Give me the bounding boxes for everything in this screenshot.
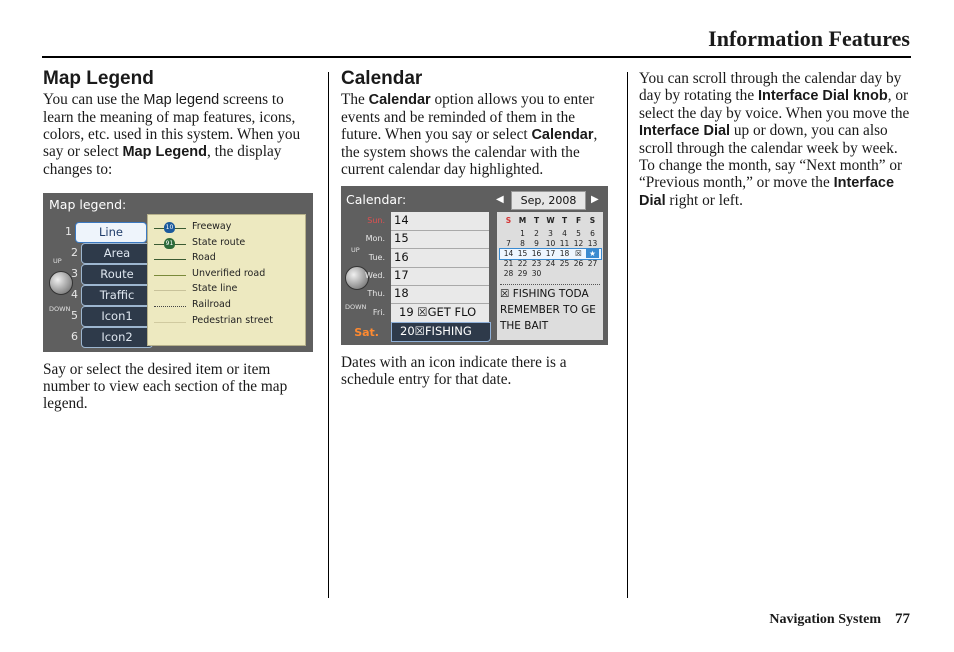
day-entry: 16 (394, 249, 409, 264)
calendar-date-cell[interactable]: 27 (587, 259, 598, 268)
day-row[interactable] (391, 212, 489, 231)
calendar-date-cell[interactable]: 22 (517, 259, 528, 268)
weekday-header: F (575, 216, 582, 225)
calendar-date-cell[interactable]: 21 (503, 259, 514, 268)
weekday-header: T (533, 216, 540, 225)
legend-item-number: 2 (71, 246, 78, 259)
text-run: Map Legend (122, 144, 208, 160)
page-footer (769, 611, 910, 628)
legend-item-number: 3 (71, 267, 78, 280)
screen-title: Map legend: (49, 197, 127, 212)
weekday-header: T (561, 216, 568, 225)
calendar-date-cell[interactable]: 3 (548, 229, 553, 238)
text-run: Calendar (531, 127, 594, 143)
calendar-date-cell[interactable]: 4 (562, 229, 567, 238)
weekday-label: Thu. (367, 289, 385, 299)
schedule-note-line: ☒ FISHING TODA (500, 288, 589, 300)
down-label: DOWN (49, 305, 71, 313)
day-entry: 15 (394, 231, 409, 246)
day-entry: 17 (394, 267, 409, 282)
legend-item-number: 4 (71, 288, 78, 301)
legend-row (148, 237, 305, 251)
column-divider (328, 72, 329, 598)
weekday-label: Wed. (365, 270, 385, 280)
dotted-line-icon (154, 306, 186, 307)
day-row[interactable] (391, 322, 491, 342)
legend-label: Freeway (192, 221, 232, 232)
weekday-header: S (589, 216, 596, 225)
next-month-arrow-icon[interactable]: ▶ (591, 194, 599, 205)
calendar-date-cell[interactable]: 30 (531, 269, 542, 278)
calendar-date-cell[interactable]: 13 (587, 239, 598, 248)
calendar-date-cell[interactable]: 2 (534, 229, 539, 238)
interface-dial-knob[interactable] (49, 271, 73, 295)
calendar-heading: Calendar (341, 68, 423, 89)
text-run: screens to learn the meaning of map features, icons, colors, etc. used in this system. When you say or select (43, 91, 301, 160)
calendar-date-cell[interactable]: ★ (586, 249, 599, 258)
down-label: DOWN (345, 303, 367, 311)
legend-row (148, 221, 305, 235)
legend-row (148, 299, 305, 313)
day-row[interactable] (391, 230, 489, 249)
day-row[interactable] (391, 249, 489, 268)
column-divider (627, 72, 628, 598)
legend-button-area[interactable]: Area (81, 243, 153, 264)
day-row[interactable] (391, 285, 489, 304)
legend-label: State line (192, 283, 238, 295)
legend-item-number: 1 (65, 225, 72, 238)
legend-button-route[interactable]: Route (81, 264, 153, 285)
legend-row (148, 252, 305, 266)
text-run: Interface Dial knob (757, 88, 888, 104)
page-number: 77 (895, 611, 910, 627)
weekday-label: Mon. (365, 234, 385, 244)
month-grid (497, 212, 603, 340)
previous-month-arrow-icon[interactable]: ◀ (496, 194, 504, 205)
legend-item-number: 6 (71, 330, 78, 343)
thin-line-icon (154, 275, 186, 276)
legend-row (148, 268, 305, 282)
map-legend-section (43, 68, 318, 412)
footer-section: Navigation System (769, 612, 881, 627)
calendar-navigation-section (639, 70, 911, 210)
calendar-date-cell[interactable]: 17 (545, 249, 556, 258)
weekday-label: Sun. (367, 216, 385, 225)
text-run: option allows you to enter events and be reminded of them in the future. When you say or select (341, 91, 595, 143)
legend-button-icon2[interactable]: Icon2 (81, 327, 153, 348)
calendar-date-cell[interactable]: 29 (517, 269, 528, 278)
calendar-date-cell[interactable]: 7 (506, 239, 511, 248)
day-entry: 14 (394, 213, 409, 227)
text-run: Map legend (143, 92, 220, 108)
legend-label: State route (192, 236, 246, 248)
legend-label: Road (192, 252, 216, 264)
calendar-date-cell[interactable]: 9 (534, 239, 539, 248)
screen-title: Calendar: (346, 192, 407, 207)
legend-label: Railroad (192, 299, 231, 310)
day-row[interactable] (391, 304, 489, 323)
legend-label: Unverified road (192, 267, 266, 279)
day-entry: 19 ☒GET FLO (399, 304, 477, 319)
interstate-shield-icon: 10 (165, 224, 174, 231)
weekday-header: M (518, 216, 527, 225)
text-run: , the system shows the calendar with the current calendar day highlighted. (341, 126, 598, 178)
text-run: Interface Dial (639, 175, 895, 209)
up-label: UP (351, 246, 360, 254)
day-entry: 20☒FISHING (400, 323, 472, 338)
calendar-date-cell[interactable]: 26 (573, 259, 584, 268)
page-title: Information Features (708, 26, 910, 51)
weekday-header: W (546, 216, 555, 225)
map-legend-screen (43, 193, 313, 352)
state-route-shield-icon: 91 (165, 239, 174, 247)
map-legend-intro (43, 91, 318, 178)
calendar-date-cell[interactable]: 1 (520, 229, 525, 238)
calendar-date-cell[interactable]: 14 (503, 249, 514, 258)
text-run: , the display changes to: (43, 143, 282, 178)
calendar-date-cell[interactable]: 12 (573, 239, 584, 248)
faint-line-icon (154, 322, 186, 323)
calendar-date-cell[interactable]: 23 (531, 259, 542, 268)
calendar-navigation-text (639, 70, 911, 210)
calendar-date-cell[interactable]: 11 (559, 239, 570, 248)
legend-button-icon1[interactable]: Icon1 (81, 306, 153, 327)
text-run: , or select the day by voice. When you move the (639, 87, 910, 122)
calendar-date-cell[interactable]: 10 (545, 239, 556, 248)
text-run: The (341, 91, 369, 108)
legend-button-line[interactable]: Line (75, 222, 147, 243)
weekday-label: Tue. (368, 252, 385, 262)
schedule-note-line: REMEMBER TO GE (500, 304, 596, 316)
map-legend-heading: Map Legend (43, 68, 154, 89)
calendar-date-cell[interactable]: 5 (576, 229, 581, 238)
calendar-intro (341, 91, 616, 178)
text-run: Interface Dial (639, 123, 731, 139)
calendar-date-cell[interactable]: ☒ (575, 249, 582, 258)
up-label: UP (53, 257, 62, 265)
calendar-date-cell[interactable]: 8 (520, 239, 525, 248)
calendar-date-cell[interactable]: 16 (531, 249, 542, 258)
calendar-date-cell[interactable]: 28 (503, 269, 514, 278)
legend-item-number: 5 (71, 309, 78, 322)
weekday-label: Fri. (372, 307, 385, 317)
faint-line-icon (154, 290, 186, 291)
schedule-note-line: THE BAIT (500, 320, 549, 332)
calendar-date-cell[interactable]: 15 (517, 249, 528, 258)
day-entry: 18 (394, 286, 409, 301)
calendar-date-cell[interactable]: 24 (545, 259, 556, 268)
grid-divider (500, 284, 600, 285)
calendar-date-cell[interactable]: 25 (559, 259, 570, 268)
day-list (391, 212, 489, 340)
calendar-after: Dates with an icon indicate there is a schedule entry for that date. (341, 354, 567, 388)
text-run: Calendar (368, 92, 431, 108)
calendar-date-cell[interactable]: 6 (590, 229, 595, 238)
title-rule (42, 56, 911, 58)
legend-row (148, 315, 305, 329)
text-run: You can use the (43, 91, 144, 108)
day-row[interactable] (391, 267, 489, 286)
month-display: Sep, 2008 (511, 191, 586, 210)
legend-row (148, 283, 305, 297)
text-run: up or down, you can also scroll through the calendar week by week. To change the month, say “Next month” or “Previous month,” or move the (639, 122, 903, 191)
solid-line-icon (154, 259, 186, 260)
calendar-section (341, 68, 616, 388)
weekday-header: S (505, 216, 512, 225)
weekday-label: Sat. (354, 325, 379, 339)
text-run: right or left. (665, 192, 743, 209)
legend-panel (147, 214, 306, 346)
map-legend-after: Say or select the desired item or item number to view each section of the map legend. (43, 361, 288, 412)
text-run: You can scroll through the calendar day by day by rotating the (639, 70, 902, 104)
legend-button-traffic[interactable]: Traffic (81, 285, 153, 306)
calendar-date-cell[interactable]: 18 (559, 249, 570, 258)
calendar-screen (341, 186, 608, 345)
legend-label: Pedestrian street (192, 314, 273, 326)
